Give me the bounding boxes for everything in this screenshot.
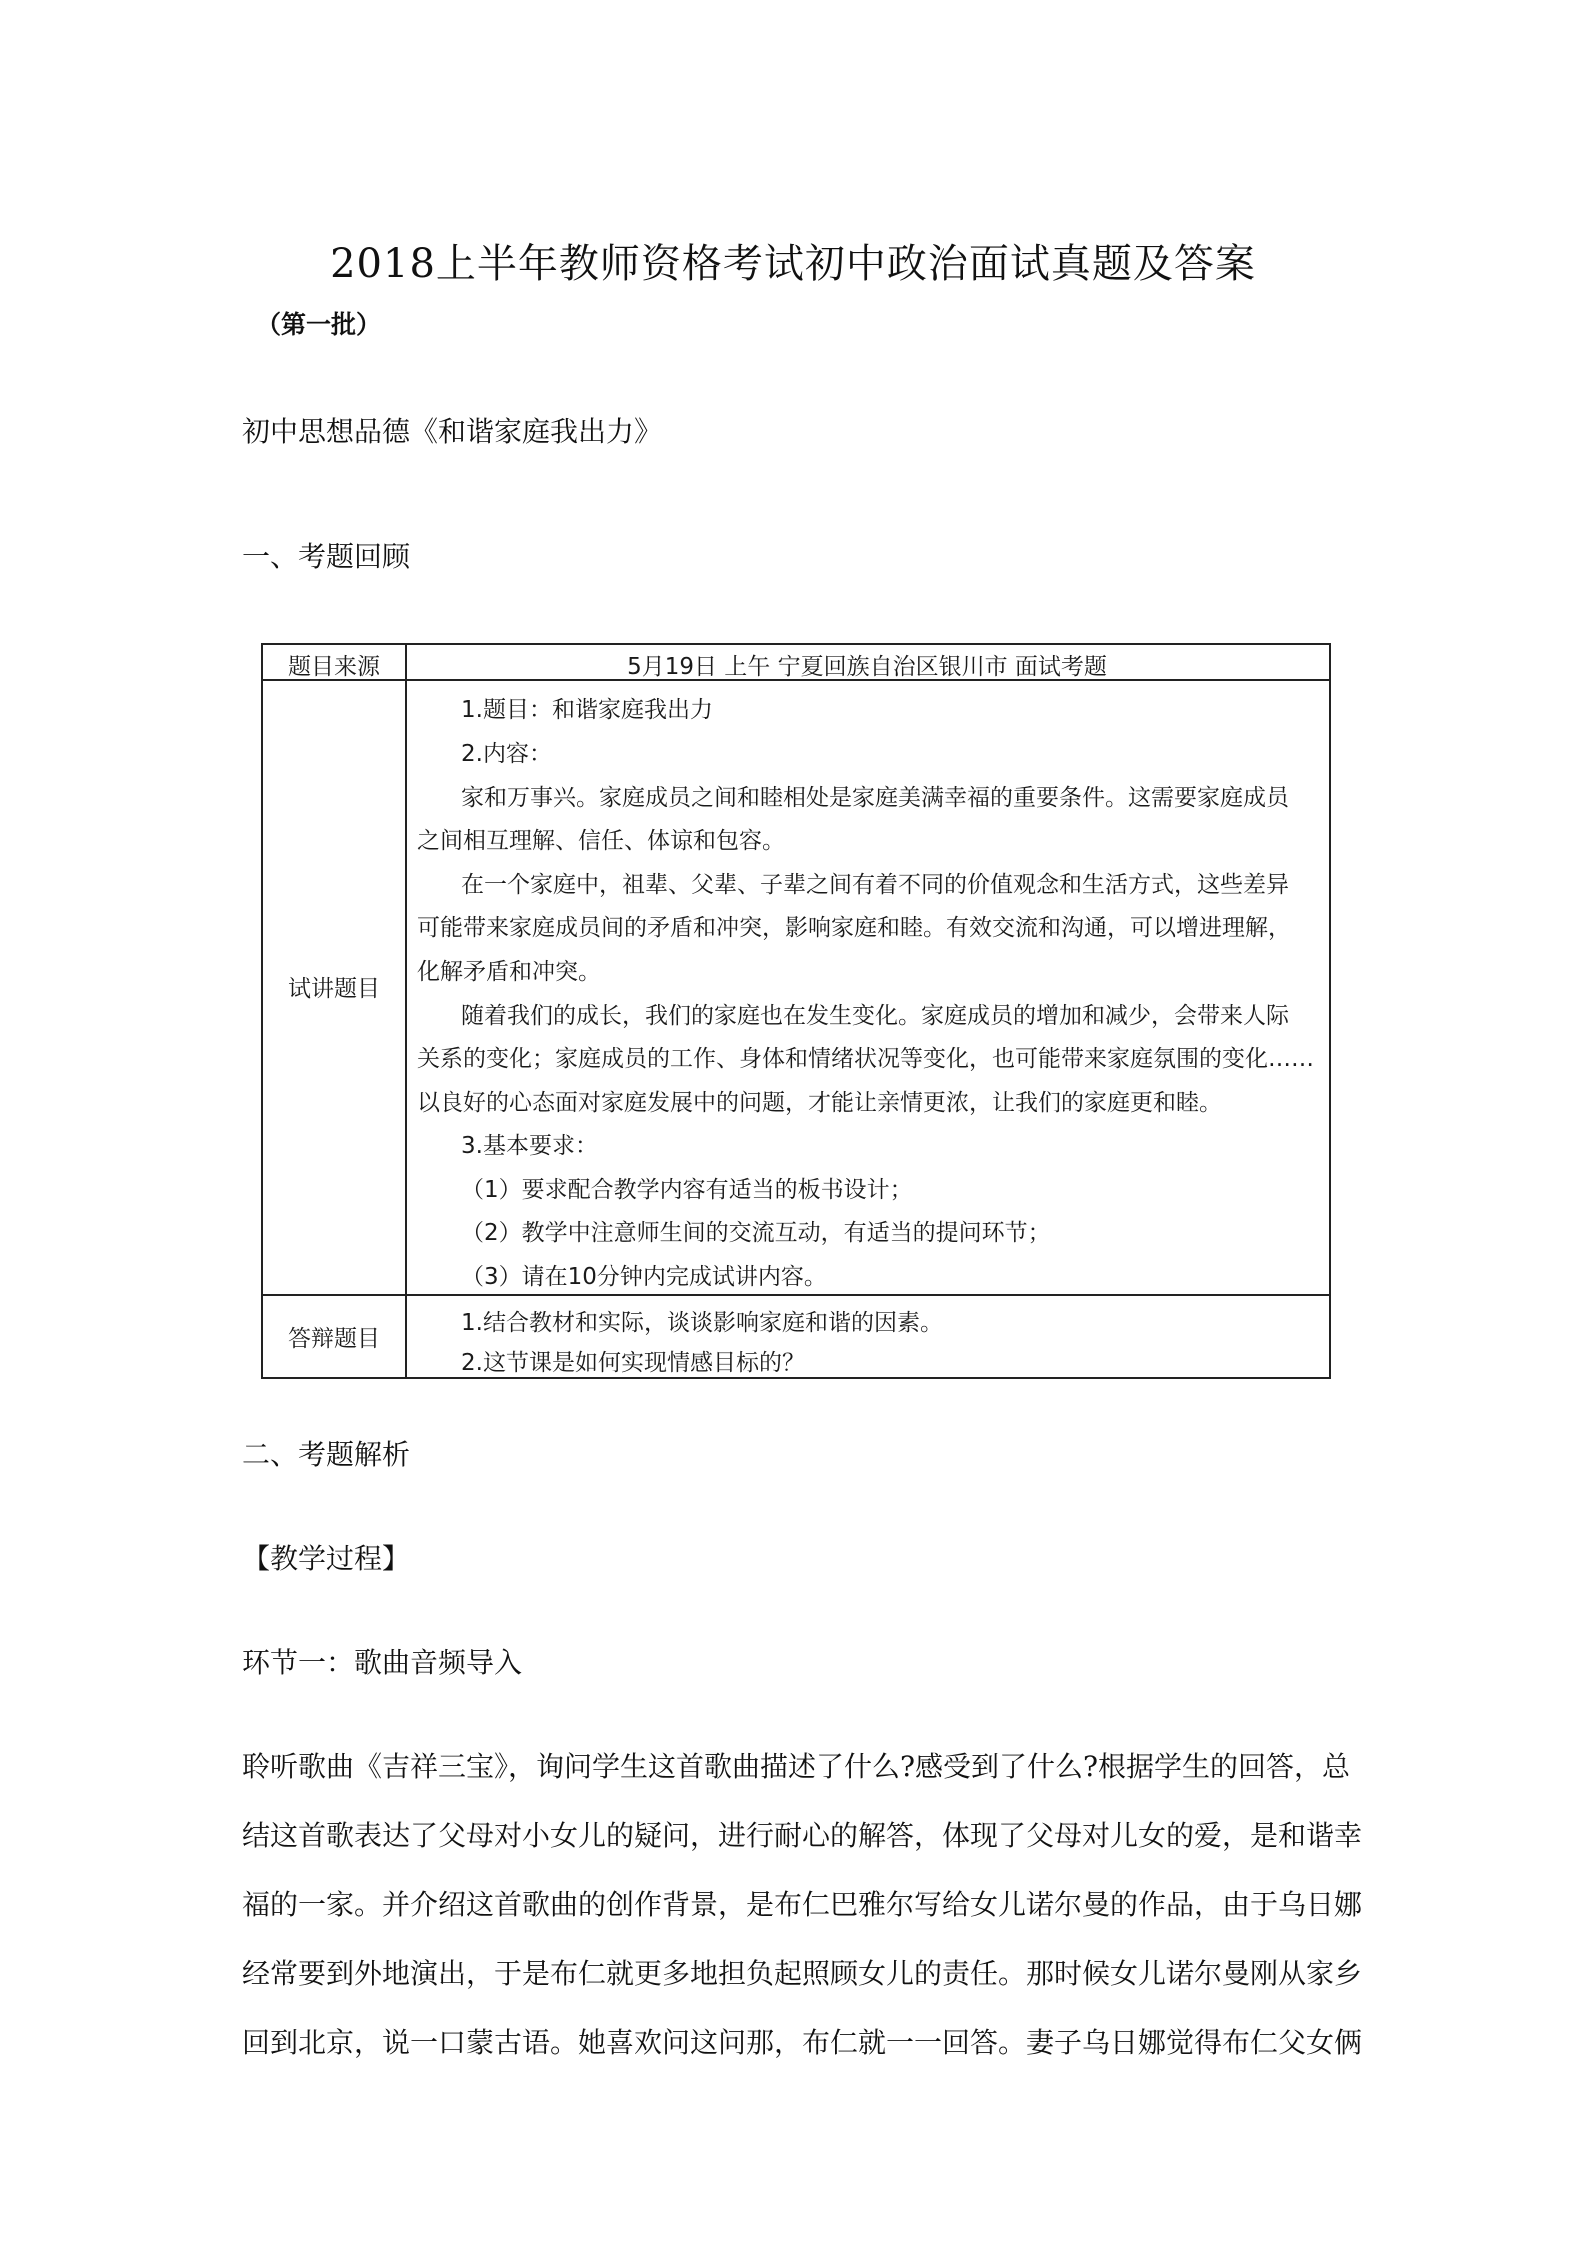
paragraph-line: 结这首歌表达了父母对小女儿的疑问，进行耐心的解答，体现了父母对儿女的爱，是和谐幸: [242, 1819, 1363, 1852]
table-column-divider: [405, 645, 407, 1377]
lesson-title: 初中思想品德《和谐家庭我出力》: [242, 415, 663, 448]
batch-label: （第一批）: [256, 310, 382, 339]
lecture-line: （2）教学中注意师生间的交流互动，有适当的提问环节；: [461, 1220, 1051, 1246]
lecture-line: 2.内容：: [461, 741, 552, 767]
paragraph-line: 回到北京，说一口蒙古语。她喜欢问这问那，布仁就一一回答。妻子乌日娜觉得布仁父女俩: [242, 2026, 1363, 2059]
lecture-line: 关系的变化；家庭成员的工作、身体和情绪状况等变化，也可能带来家庭氛围的变化……: [417, 1046, 1314, 1072]
teaching-process-heading: 【教学过程】: [242, 1542, 411, 1575]
exam-table: [261, 643, 1331, 1379]
lecture-line: 家和万事兴。家庭成员之间和睦相处是家庭美满幸福的重要条件。这需要家庭成员: [461, 785, 1289, 811]
paragraph-line: 福的一家。并介绍这首歌曲的创作背景，是布仁巴雅尔写给女儿诺尔曼的作品，由于乌日娜: [242, 1888, 1363, 1921]
lecture-label: 试讲题目: [288, 976, 380, 1002]
section-heading-analysis: 二、考题解析: [242, 1438, 411, 1471]
table-row-divider: [263, 1294, 1329, 1296]
step-heading: 环节一：歌曲音频导入: [242, 1646, 523, 1679]
lecture-line: 在一个家庭中，祖辈、父辈、子辈之间有着不同的价值观念和生活方式，这些差异: [461, 872, 1289, 898]
lecture-line: 化解矛盾和冲突。: [417, 959, 601, 985]
section-heading-review: 一、考题回顾: [242, 540, 411, 573]
defense-line: 1.结合教材和实际，谈谈影响家庭和谐的因素。: [461, 1310, 943, 1336]
lecture-line: 1.题目：和谐家庭我出力: [461, 697, 713, 723]
defense-line: 2.这节课是如何实现情感目标的？: [461, 1350, 805, 1376]
lecture-line: （3）请在10分钟内完成试讲内容。: [461, 1264, 827, 1290]
source-label: 题目来源: [288, 654, 380, 680]
lecture-line: 以良好的心态面对家庭发展中的问题，才能让亲情更浓，让我们的家庭更和睦。: [417, 1090, 1222, 1116]
lecture-line: （1）要求配合教学内容有适当的板书设计；: [461, 1177, 913, 1203]
paragraph-line: 经常要到外地演出，于是布仁就更多地担负起照顾女儿的责任。那时候女儿诺尔曼刚从家乡: [242, 1957, 1363, 1990]
lecture-line: 3.基本要求：: [461, 1133, 598, 1159]
page-title: 2018上半年教师资格考试初中政治面试真题及答案: [330, 241, 1256, 287]
lecture-line: 之间相互理解、信任、体谅和包容。: [417, 828, 785, 854]
lecture-line: 可能带来家庭成员间的矛盾和冲突，影响家庭和睦。有效交流和沟通，可以增进理解，: [417, 915, 1291, 941]
lecture-line: 随着我们的成长，我们的家庭也在发生变化。家庭成员的增加和减少，会带来人际: [461, 1003, 1289, 1029]
defense-label: 答辩题目: [288, 1326, 380, 1352]
source-value: 5月19日 上午 宁夏回族自治区银川市 面试考题: [627, 654, 1107, 680]
paragraph-line: 聆听歌曲《吉祥三宝》，询问学生这首歌曲描述了什么?感受到了什么?根据学生的回答，总: [242, 1750, 1351, 1783]
